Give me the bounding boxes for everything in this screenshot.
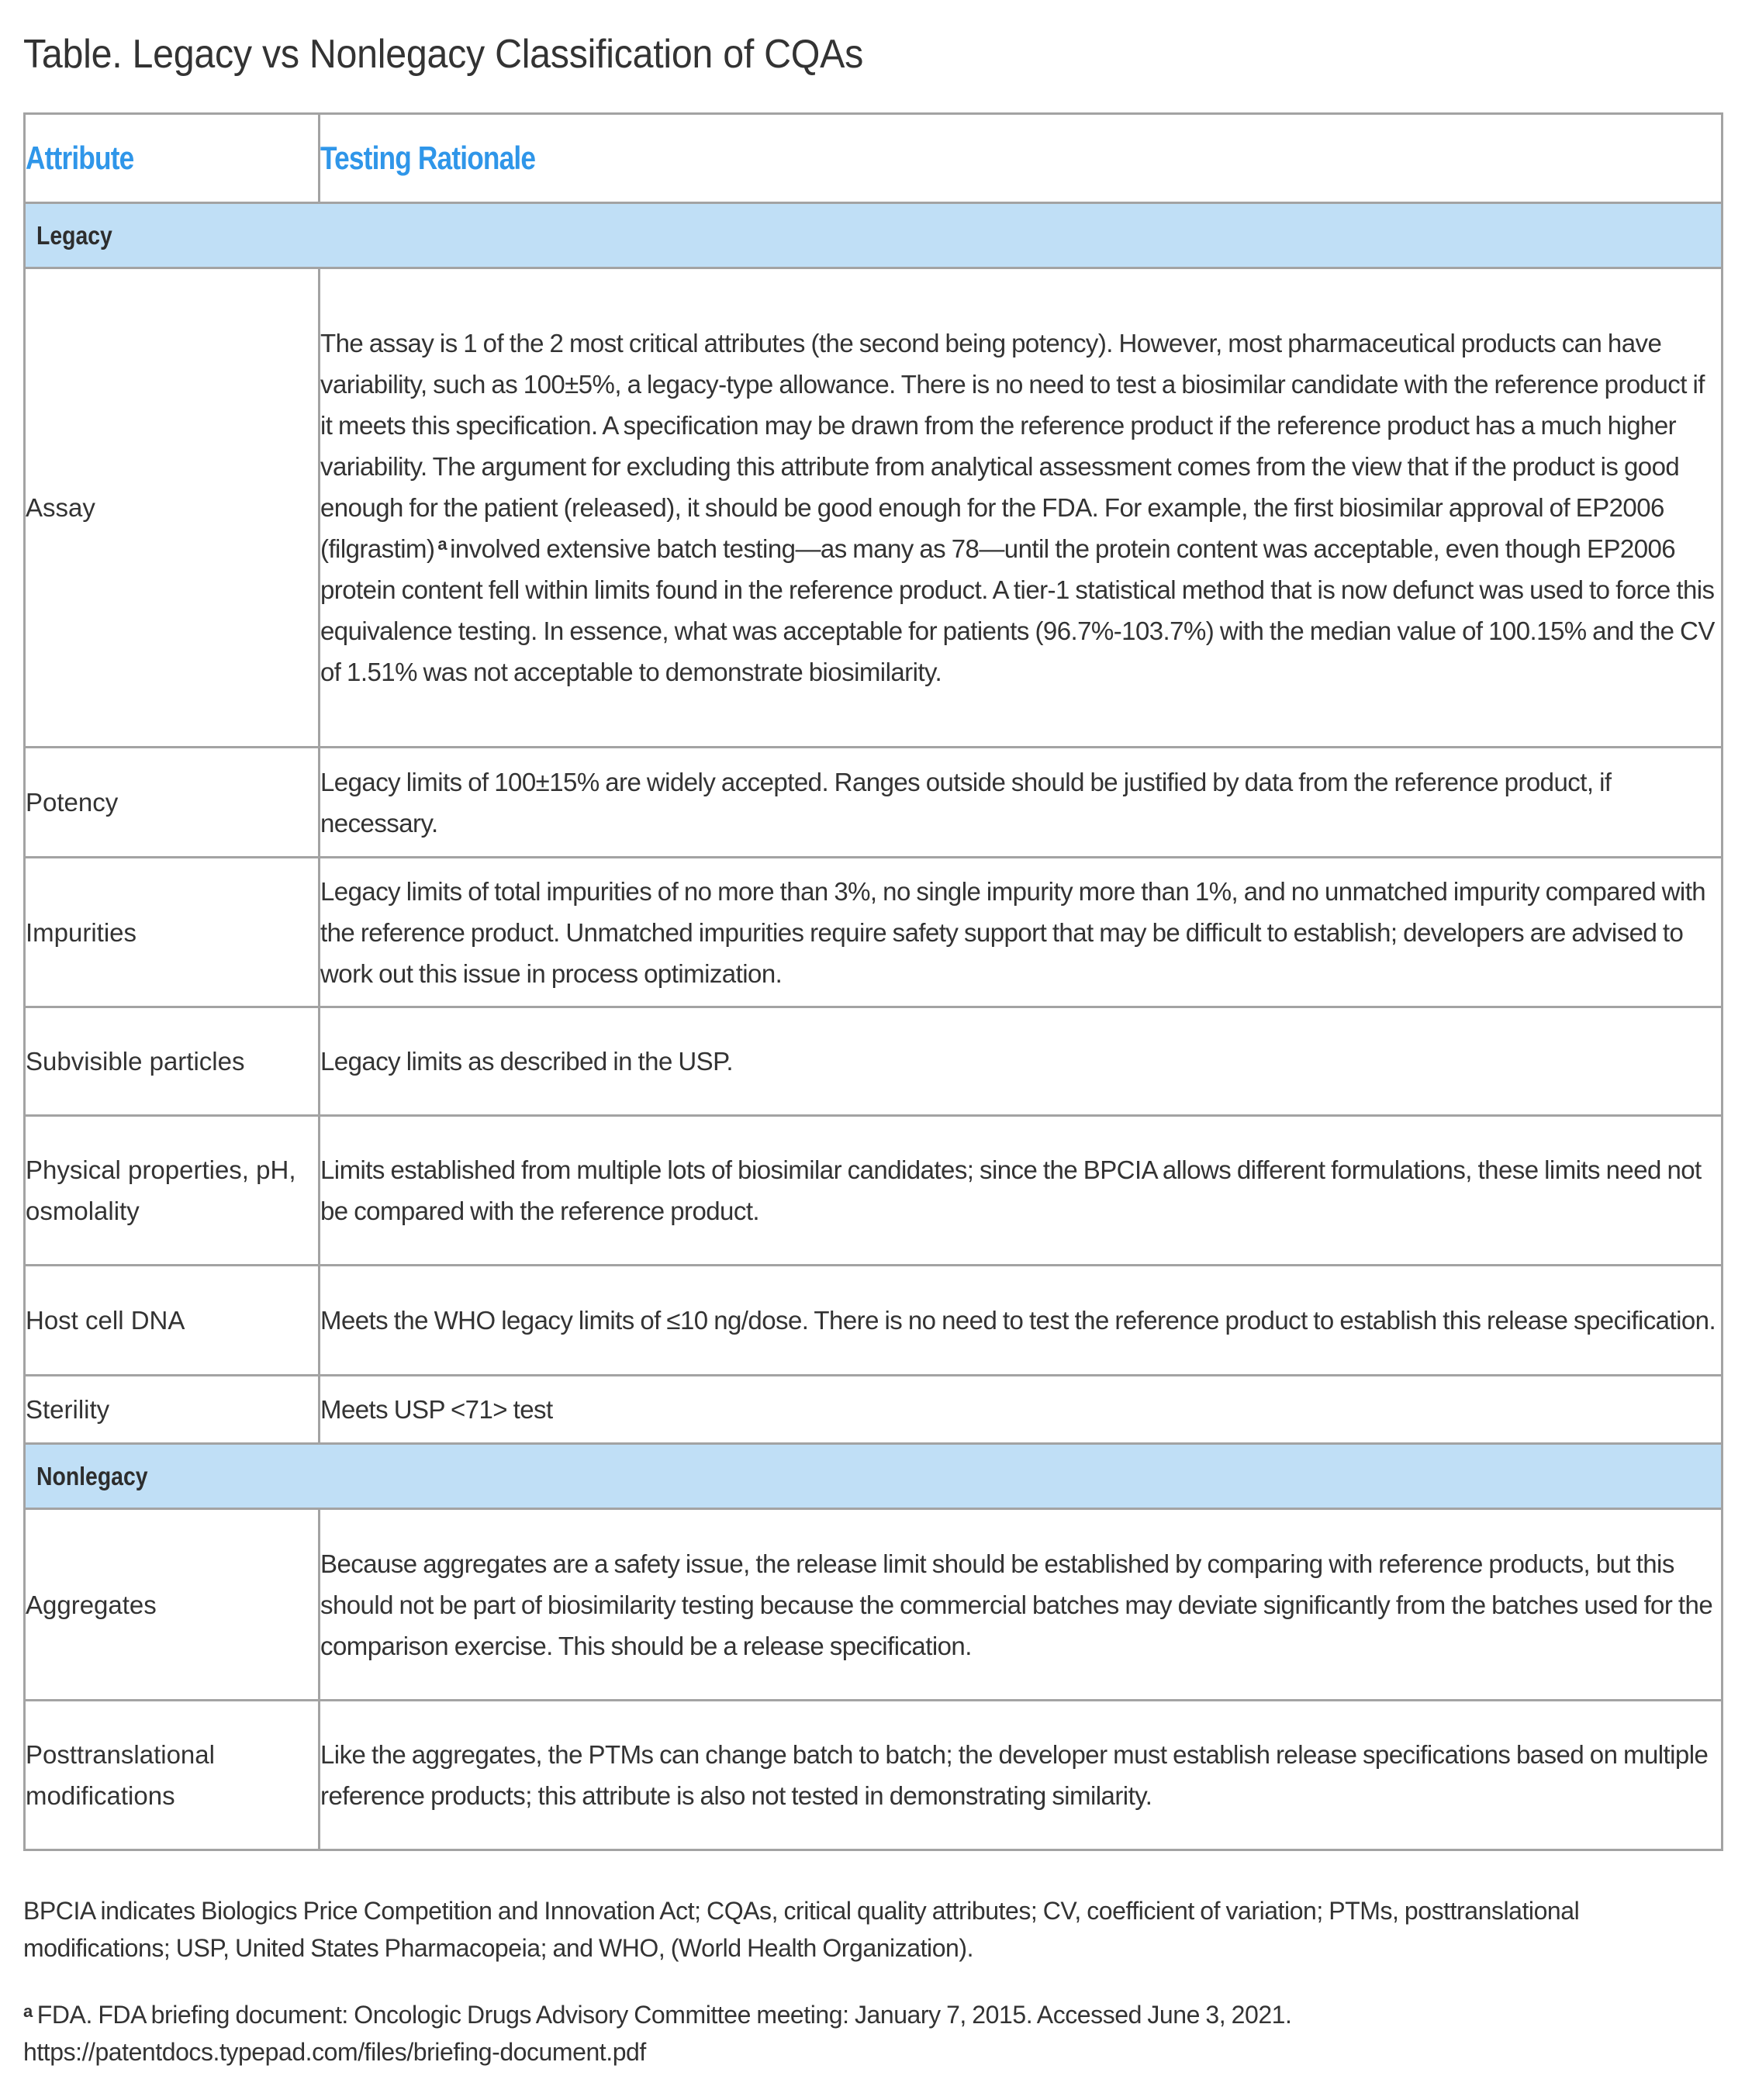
attribute-cell: Physical properties, pH, osmolality [25,1116,320,1266]
table-header-row [25,114,1723,203]
attribute-cell: Sterility [25,1376,320,1444]
footnote-marker-a: a [23,2002,33,2021]
rationale-text: The assay is 1 of the 2 most critical attributes (the second being potency). However, most pharmaceutical products can have variability, such as 100±5%, a legacy-type allowance. There is no need to test a biosimilar candidate with the reference product if it meets this specification. A specification may be drawn from the reference product if the reference product has a much higher variability. The argument for excluding this attribute from analytical assessment comes from the view that if the product is good enough for the patient (released), it should be good enough for the FDA. For example, the first biosimilar approval of EP2006 (filgrastim) [320,329,1705,563]
attribute-cell: Potency [25,748,320,858]
attribute-cell: Host cell DNA [25,1266,320,1376]
attribute-cell: Posttranslational modifications [25,1701,320,1850]
column-header-testing-rationale [320,114,1723,203]
section-label-text: Nonlegacy [36,1461,148,1490]
rationale-cell: Legacy limits as described in the USP. [320,1007,1723,1116]
rationale-text: involved extensive batch testing—as many as 78—until the protein content was acceptable, even though EP2006 protein content fell within limits found in the reference product. A tier-1 statistical method that is now defunct was used to force this equivalence testing. In essence, what was acceptable for patients (96.7%-103.7%) with the median value of 100.15% and the CV of 1.51% was not acceptable to demonstrate biosimilarity. [320,534,1715,686]
table-title: Table. Legacy vs Nonlegacy Classification of CQAs [23,32,864,77]
rationale-cell: Because aggregates are a safety issue, the release limit should be established by comparing with reference products, but this should not be part of biosimilarity testing because the commercial batches may deviate significantly from the batches used for the comparison exercise. This should be a release specification. [320,1509,1723,1701]
column-header-label: Attribute [26,140,134,176]
section-row-nonlegacy [25,1444,1723,1509]
table-row-host-cell-dna [25,1266,1723,1376]
attribute-cell: Impurities [25,858,320,1007]
attribute-cell: Assay [25,268,320,748]
reference-text: FDA. FDA briefing document: Oncologic Drugs Advisory Committee meeting: January 7, 2015. Accessed June 3, 2021. [36,2001,1292,2029]
table-row-aggregates [25,1509,1723,1701]
attribute-cell: Aggregates [25,1509,320,1701]
table-footnotes [23,1892,1729,2100]
table-row-subvisible-particles [25,1007,1723,1116]
table-row-assay [25,268,1723,748]
cqa-classification-table [23,112,1723,1851]
rationale-cell: Meets the WHO legacy limits of ≤10 ng/dose. There is no need to test the reference product to establish this release specification. [320,1266,1723,1376]
section-label-text: Legacy [36,220,112,250]
reference-footnote [23,1996,1729,2071]
section-label-legacy [25,203,1723,268]
rationale-cell: Like the aggregates, the PTMs can change batch to batch; the developer must establish release specifications based on multiple reference products; this attribute is also not tested in demonstrating similarity. [320,1701,1723,1850]
table-row-physical-properties [25,1116,1723,1266]
rationale-cell: Legacy limits of total impurities of no more than 3%, no single impurity more than 1%, and no unmatched impurity compared with the reference product. Unmatched impurities require safety support that may be difficult to establish; developers are advised to work out this issue in process optimization. [320,858,1723,1007]
rationale-cell: Limits established from multiple lots of biosimilar candidates; since the BPCIA allows different formulations, these limits need not be compared with the reference product. [320,1116,1723,1266]
table-row-impurities [25,858,1723,1007]
attribute-cell: Subvisible particles [25,1007,320,1116]
column-header-label: Testing Rationale [320,140,536,176]
section-label-nonlegacy [25,1444,1723,1509]
table-row-posttranslational-modifications [25,1701,1723,1850]
rationale-cell: Legacy limits of 100±15% are widely accepted. Ranges outside should be justified by data from the reference product, if necessary. [320,748,1723,858]
table-row-potency [25,748,1723,858]
abbreviations-footnote: BPCIA indicates Biologics Price Competition and Innovation Act; CQAs, critical quality attributes; CV, coefficient of variation; PTMs, posttranslational modifications; USP, United States Pharmacopeia; and WHO, (World Health Organization). [23,1897,1580,1962]
rationale-cell: Meets USP <71> test [320,1376,1723,1444]
reference-url-link[interactable]: https://patentdocs.typepad.com/files/briefing-document.pdf [23,2038,646,2066]
column-header-attribute [25,114,320,203]
table-row-sterility [25,1376,1723,1444]
rationale-cell [320,268,1723,748]
footnote-reference-a[interactable]: a [437,534,447,554]
section-row-legacy [25,203,1723,268]
